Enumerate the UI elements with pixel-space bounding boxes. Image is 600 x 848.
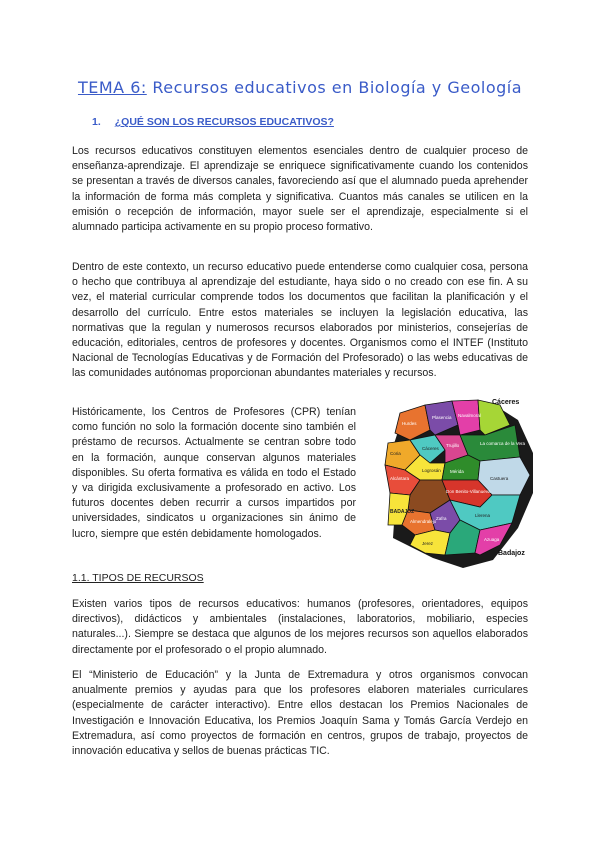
subsection-heading: 1.1. TIPOS DE RECURSOS	[72, 572, 204, 584]
region-label-merida: Mérida	[450, 469, 464, 474]
region-label-caceres: Cáceres	[422, 446, 439, 451]
region-label-coria: Coria	[390, 451, 401, 456]
section-heading	[92, 116, 334, 128]
region-label-plasencia: Plasencia	[432, 415, 452, 420]
region-label-logrosan: Logrosán	[422, 468, 441, 473]
region-label-almendralejo: Almendralejo	[410, 519, 437, 524]
map-label-badajoz: Badajoz	[498, 550, 525, 557]
region-label-hurdes: Hurdes	[402, 421, 417, 426]
region-label-azuaga: Azuaga	[484, 537, 500, 542]
paragraph-intro: Los recursos educativos constituyen elementos esenciales dentro de cualquier proceso de enseñanza-aprendizaje. El aprendizaje se enriquece significativamente cuando los contenidos se presentan a través de diversos canales, favoreciendo así que el alumnado pueda aprehender la información de forma más completa y significativa. Cuantos más canales se utilicen en la emisión o recepción de información, mayor suele ser el aprendizaje, especialmente si el alumnado participa activamente en su propio proceso formativo.	[72, 145, 528, 234]
region-label-navalmoral: Navalmoral	[458, 413, 481, 418]
region-label-llerena: Llerena	[475, 513, 491, 518]
document-title	[0, 78, 600, 97]
title-text: Recursos educativos en Biología y Geología	[146, 78, 523, 97]
region-label-jerez: Jerez	[422, 541, 434, 546]
region-label-alcantara: Alcántara	[390, 476, 410, 481]
paragraph-cpr: Históricamente, los Centros de Profesores (CPR) tenían como función no solo la formación docente sino también el préstamo de recursos. Actualmente se centran sobre todo en la formación, aunque conservan algunos materiales disponibles. Su oferta formativa es válida en todo el Estado y va dirigida exclusivamente a profesorado en activo. Los futuros docentes deben recurrir a cursos impartidos por universidades, sindicatos u organizaciones sin ánimo de lucro, siempre que estén debidamente homologados.	[72, 406, 356, 540]
region-label-castuera: Castuera	[490, 476, 509, 481]
region-label-vera: La comarca de la Vera	[480, 441, 526, 446]
section-number: 1.	[92, 116, 101, 128]
title-prefix: TEMA 6:	[77, 78, 147, 97]
region-label-badajoz: BADAJOZ	[390, 509, 415, 515]
paragraph-types: Existen varios tipos de recursos educativos: humanos (profesores, orientadores, equipos directivos), didácticos y ambientales (instalaciones, laboratorios, mobiliario, especies naturales...). Siempre se destaca que algunos de los mejores recursos son aquellos elaborados directamente por el profesorado o el propio alumnado.	[72, 598, 528, 656]
paragraph-awards: El “Ministerio de Educación” y la Junta de Extremadura y otros organismos convocan anualmente premios y ayudas para que los profesores elaboren materiales curriculares (especialmente de carácter interactivo). Entre ellos destacan los Premios Nacionales de Investigación e Innovación Educativa, los Premios Joaquín Sama y Tomás García Verdejo en Extremadura, así como proyectos de formación en centros, grupos de trabajo, proyectos de innovación educativa y sellos de buenas prácticas TIC.	[72, 669, 528, 758]
paragraph-context: Dentro de este contexto, un recurso educativo puede entenderse como cualquier cosa, persona o hecho que contribuya al aprendizaje del estudiante, haya sido o no creado con ese fin. A su vez, el material curricular comprende todos los documentos que facilitan la planificación y el desarrollo del currículo. Entre estos materiales se incluyen la legislación educativa, las normativas que la regulan y numerosos recursos elaborados por ministerios, consejerías de educación, editoriales, centros de profesores y docentes. Organismos como el INTEF (Instituto Nacional de Tecnologías Educativas y de Formación del Profesorado) o las webs educativas de las comunidades autónomas proporcionan abundantes materiales y recursos.	[72, 261, 528, 380]
section-title: ¿QUÉ SON LOS RECURSOS EDUCATIVOS?	[114, 116, 334, 128]
map-label-caceres: Cáceres	[492, 399, 520, 406]
region-label-zafra: Zafra	[436, 516, 447, 521]
region-label-trujillo: Trujillo	[446, 443, 460, 448]
region-label-don-benito: Don Benito-Villanueva	[446, 489, 491, 494]
extremadura-map	[380, 395, 535, 570]
